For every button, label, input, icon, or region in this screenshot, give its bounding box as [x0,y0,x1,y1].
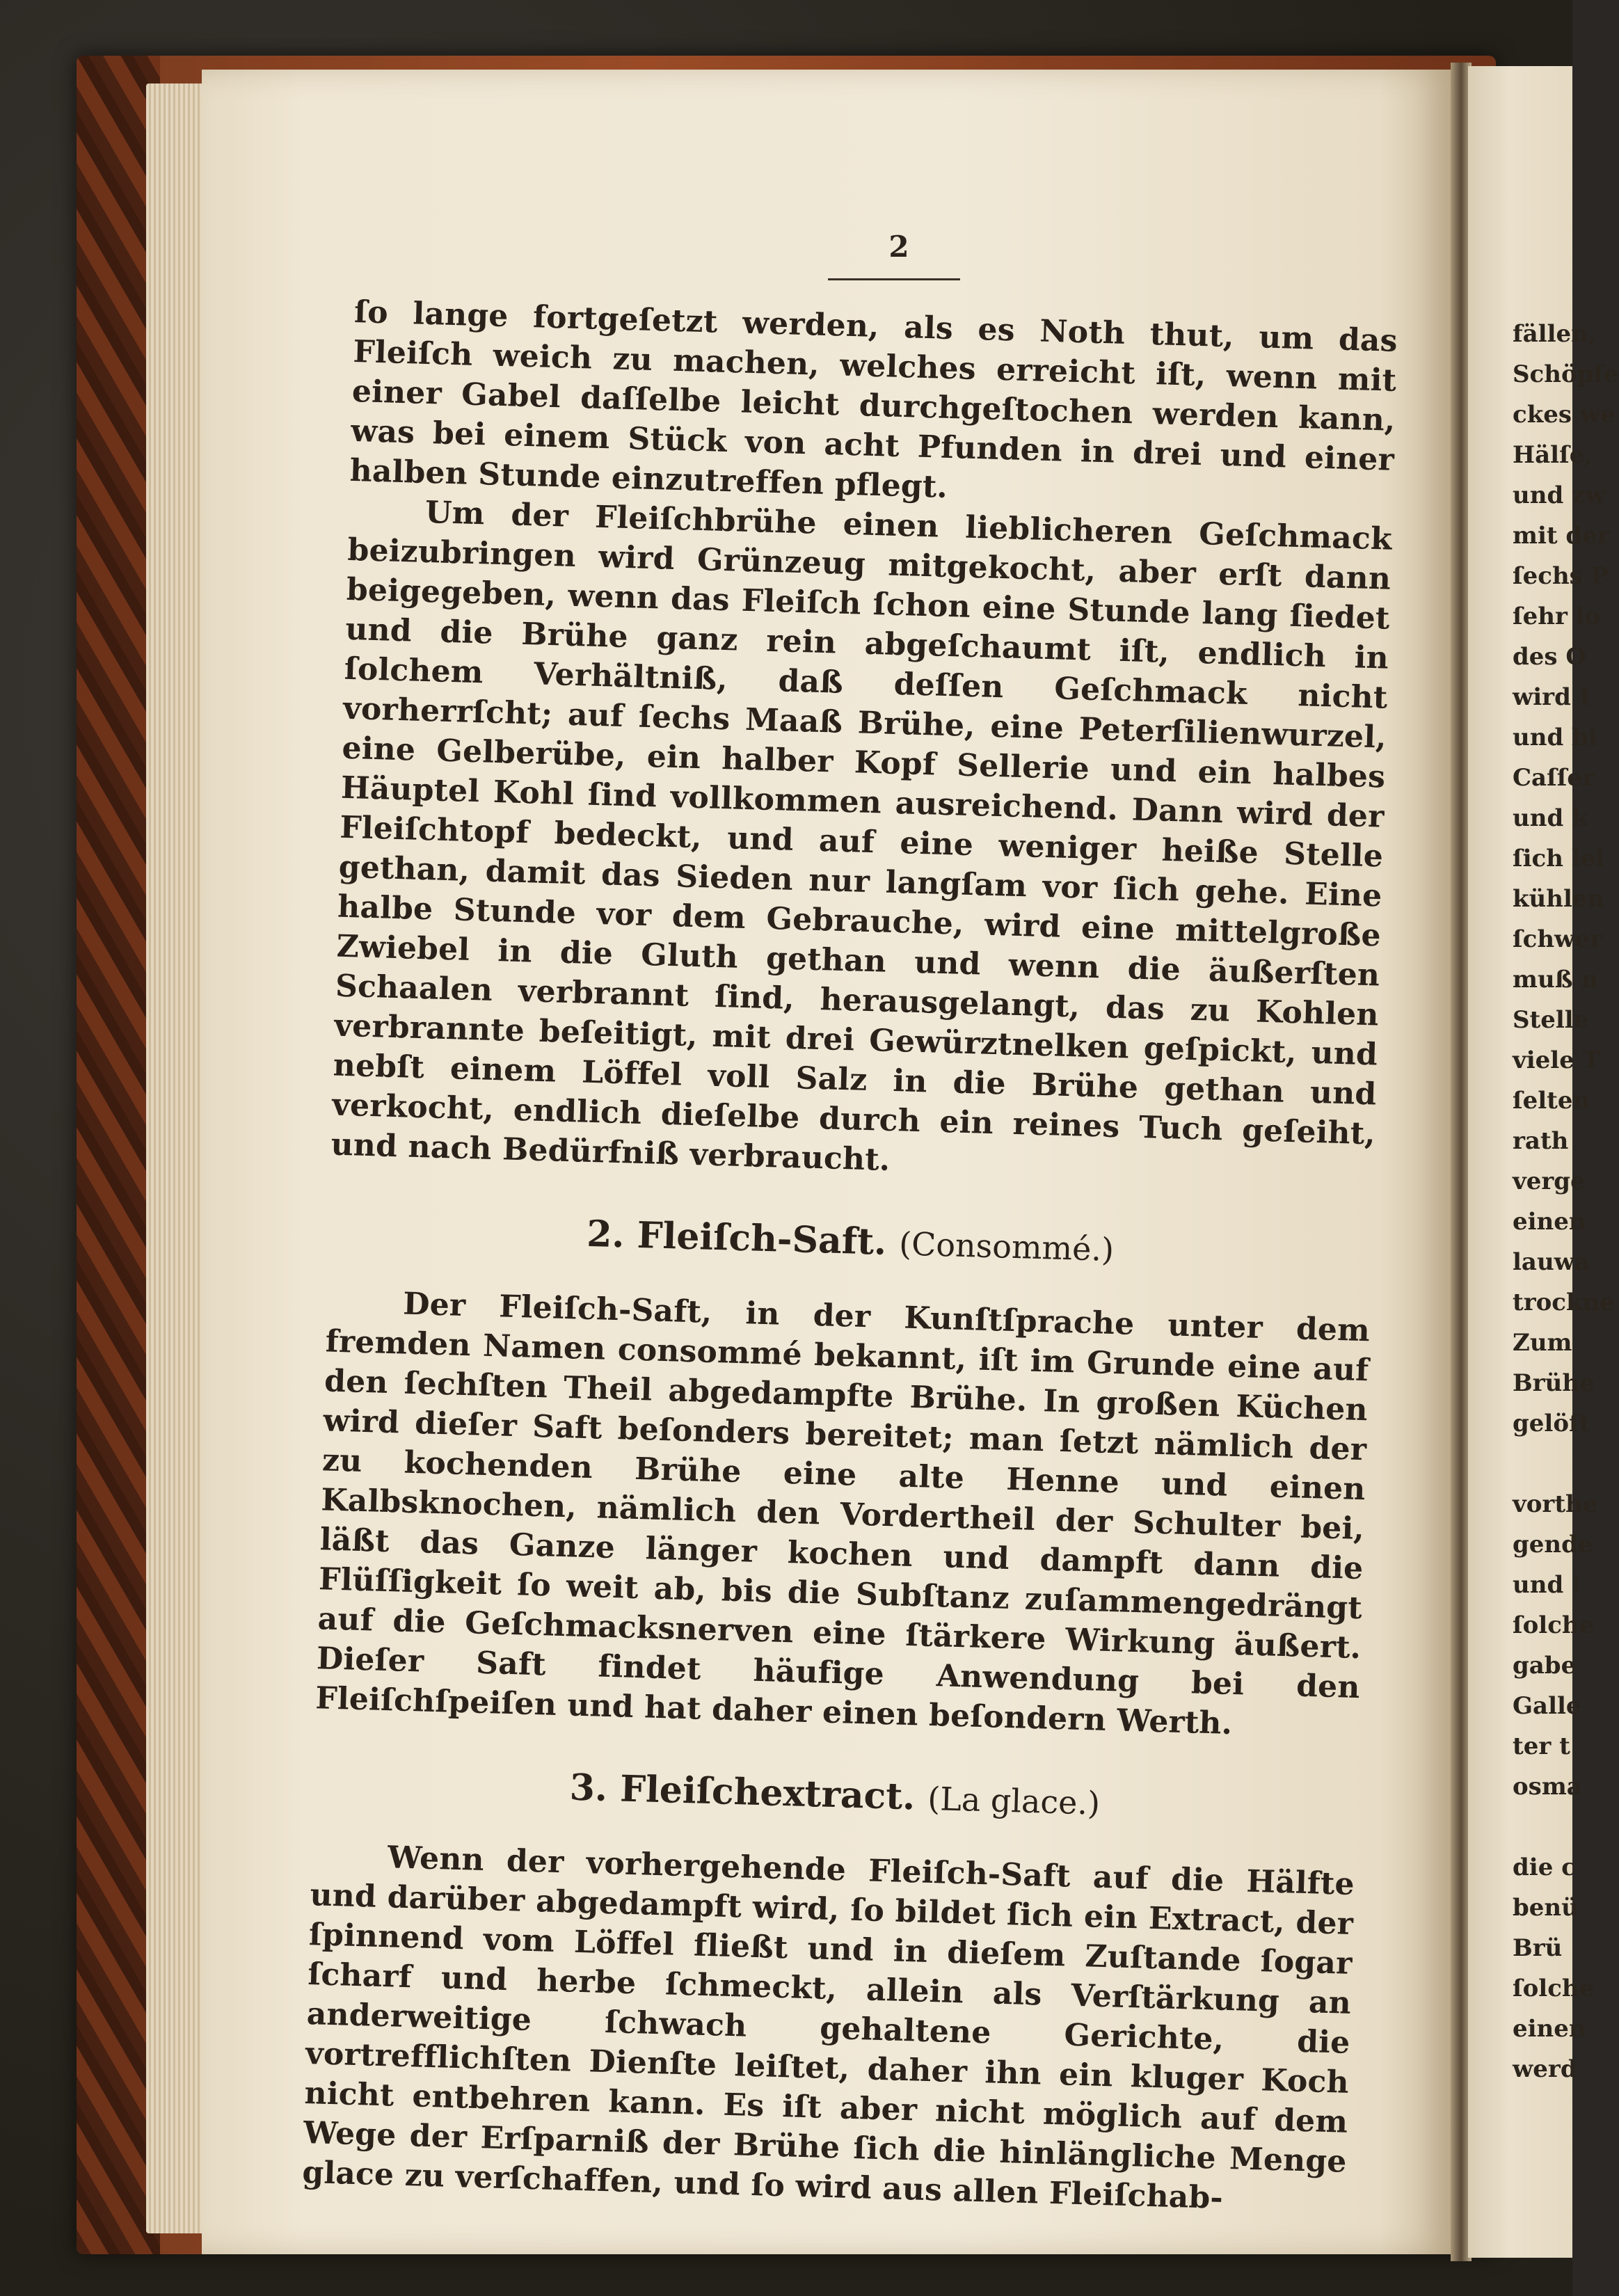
facing-page-line: gelöſt [1513,1410,1590,1437]
facing-page-line: Zum [1513,1329,1572,1357]
page-text-block [301,292,1398,2216]
facing-page-line: ſich lei [1513,845,1605,872]
facing-page-line: werd [1513,2055,1577,2083]
facing-page-line: muß n [1513,966,1599,994]
facing-page-line: fällen, [1513,320,1597,348]
facing-page-line: lauwa [1513,1248,1590,1276]
facing-page-line: osma [1513,1773,1582,1801]
facing-page-line: und k [1513,804,1588,832]
facing-page-line: ſolche [1513,1975,1595,2002]
facing-page-line: viele T [1513,1046,1600,1074]
facing-page-line: ſechs P [1513,562,1609,590]
facing-page-line: mit der [1513,522,1610,550]
section-3-heading [312,1760,1357,1831]
facing-page-line: Stelle [1513,1006,1589,1034]
facing-page-line: kühlen [1513,885,1605,913]
facing-page-line: rath [1513,1127,1569,1155]
facing-page [1468,66,1619,2258]
facing-page-line: ckes we [1513,401,1616,429]
facing-page-line: benü [1513,1894,1579,1922]
section-3-text: Wenn der vorhergehende Fleiſch-Saft auf die Hälfte und darüber abgedampft wird, ſo bildet ſich ein Extract, der ſpinnend vom Löffel fließt und in dieſem Zuſtande ſogar ſcharf und herbe ſchmeckt, allein als Verſtärkung an anderweitige ſchwach gehaltene Gerichte, die vortrefflichſten Dienſte leiſtet, daher ihn ein kluger Koch nicht entbehren kann. Es iſt aber nicht möglich auf dem Wege der Erſparniß der Brühe ſich die hinlängliche Menge glace zu verſchaffen, und ſo wird aus allen Fleiſchab- [301,1840,1355,2216]
facing-page-line: ſelten [1513,1087,1590,1115]
facing-page-line: Brühe [1513,1369,1595,1397]
facing-page-line: gabe [1513,1652,1577,1680]
facing-page-line: und bi [1513,724,1597,751]
section-2-text: Der Fleiſch-Saft, in der Kunſtſprache unter dem fremden Namen consommé bekannt, iſt im Grunde eine auf den ſechſten Theil abgedampfte Brühe. In großen Küchen wird dieſer Saft beſonders bereitet; man ſetzt nämlich der zu kochenden Brühe eine alte Henne und einen Kalbsknochen, nämlich den Vordertheil der Schulter bei, läßt das Ganze länger kochen und dampft dann die Flüſſigkeit ſo weit ab, bis die Subſtanz zuſammengedrängt auf die Geſchmacksnerven eine ſtärkere Wirkung äußert. Dieſer Saft findet häufige Anwendung bei den Fleiſchſpeiſen und hat daher einen beſondern Werth. [314,1286,1371,1742]
facing-page-line: ſolche [1513,1611,1595,1639]
facing-page-line: einen [1513,2015,1586,2043]
page-number-rule [828,278,960,280]
facing-page-line: Caſſer [1513,764,1595,792]
facing-page-line: ſehr lo [1513,603,1601,630]
facing-page-line: gende [1513,1531,1593,1558]
facing-page-line: vorthe [1513,1490,1598,1518]
section-3-title-fr: (La glace.) [927,1779,1101,1822]
facing-page-line: die c [1513,1853,1576,1881]
paragraph-continued: ſo lange fortgeſetzt werden, als es Noth thut, um das Fleiſch weich zu machen, welches erreicht iſt, wenn mit einer Gabel daſſelbe leicht durchgeſtochen werden kann, was bei einem Stück von acht Pfunden in drei und einer halben Stunde einzutreffen pflegt. [349,294,1398,505]
facing-page-line: Schöpſe [1513,360,1619,388]
facing-page-line: Brü [1513,1934,1563,1962]
facing-page-line: des O [1513,643,1587,671]
section-2-title: 2. Fleiſch-Saft. [586,1212,888,1263]
facing-page-line: Galle [1513,1692,1581,1720]
facing-page-line: und i [1513,1571,1581,1599]
facing-page-line: trockne [1513,1289,1615,1316]
facing-page-line: ſchwer [1513,925,1602,953]
page-number: 2 [888,230,909,264]
facing-page-line: wird I [1513,683,1590,711]
paragraph-gruenzeug: Um der Fleiſchbrühe einen lieblicheren Geſchmack beizubringen wird Grünzeug mitgekocht, aber erſt dann beigegeben, wenn das Fleiſch ſchon eine Stunde lang ſiedet und die Brühe ganz rein abgeſchaumt iſt, endlich in ſolchem Verhältniß, daß deſſen Geſchmack nicht vorherrſcht; auf ſechs Maaß Brühe, eine Peterſilienwurzel, eine Gelberübe, ein halber Kopf Sellerie und ein halbes Häuptel Kohl ſind vollkommen ausreichend. Dann wird der Fleiſchtopf bedeckt, und auf eine weniger heiße Stelle gethan, damit das Sieden nur langſam vor ſich gehe. Eine halbe Stunde vor dem Gebrauche, wird eine mittelgroße Zwiebel in die Gluth gethan und wenn die äußerſten Schaalen verbrannt ſind, herausgelangt, das zu Kohlen verbrannte beſeitigt, mit drei Gewürztnelken geſpickt, und nebſt einem Löffel voll Salz in die Brühe gethan und verkocht, endlich dieſelbe durch ein reines Tuch geſeiht, und nach Bedürfniß verbraucht. [330,494,1393,1178]
facing-page-line: verge [1513,1167,1586,1195]
section-3-title: 3. Fleiſchextract. [569,1766,916,1819]
section-2-title-fr: (Consommé.) [898,1225,1115,1268]
facing-page-line: ter t [1513,1732,1570,1760]
facing-page-line: und zw [1513,481,1606,509]
facing-page-line: einen [1513,1208,1586,1236]
section-2-heading [328,1206,1373,1277]
facing-page-line: Hälſe, [1513,441,1593,469]
